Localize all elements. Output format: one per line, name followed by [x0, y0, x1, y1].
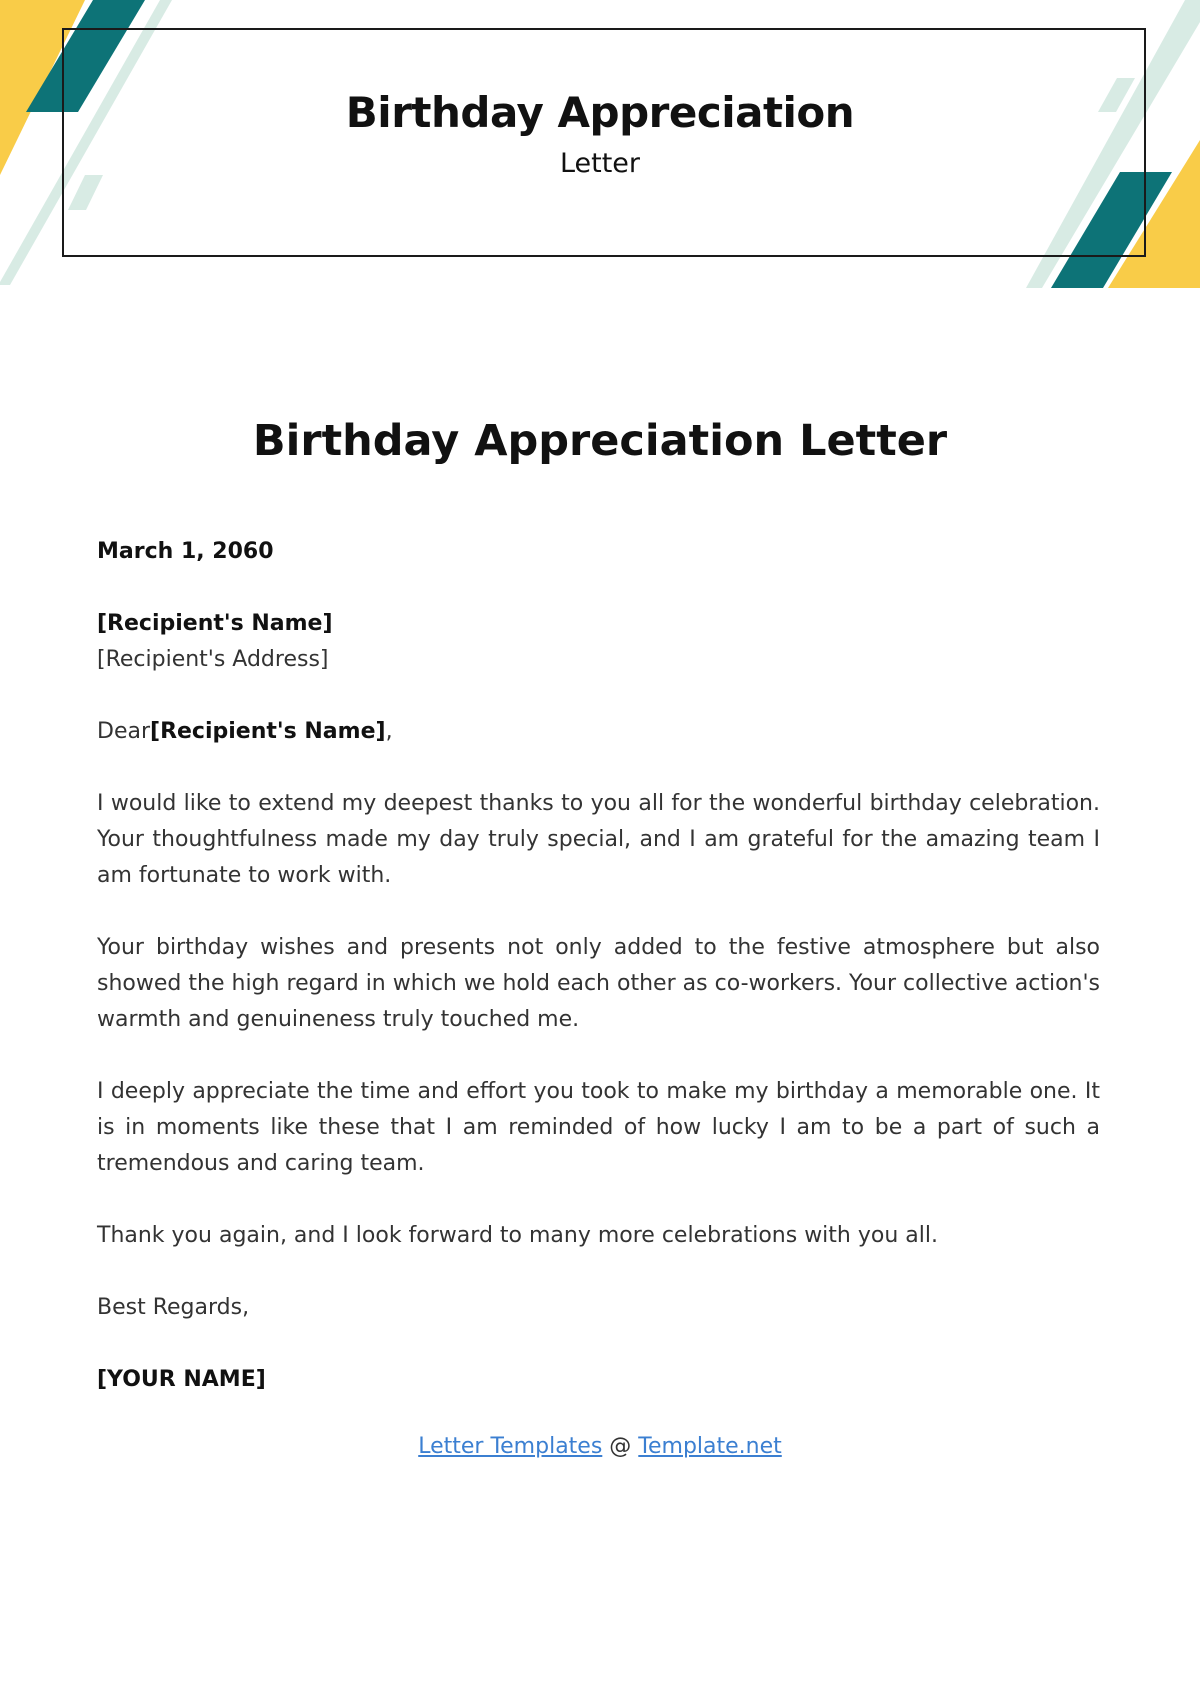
- template-net-link[interactable]: Template.net: [638, 1434, 782, 1459]
- body-paragraph-4: Thank you again, and I look forward to many more celebrations with you all.: [97, 1223, 938, 1248]
- recipient-block: [97, 606, 1100, 678]
- salutation: [97, 714, 1100, 750]
- body-paragraph-1: I would like to extend my deepest thanks to you all for the wonderful birthday celebration. Your thoughtfulness made my day truly special, and I am grateful for the amazing team I am fortunate to work with.: [97, 791, 1100, 888]
- banner-title: Birthday Appreciation: [345, 88, 855, 137]
- body-paragraph-3: I deeply appreciate the time and effort you took to make my birthday a memorable one. It is in moments like these that I am reminded of how lucky I am to be a part of such a tremendous and caring team.: [97, 1079, 1100, 1176]
- salutation-name: [Recipient's Name]: [150, 719, 386, 744]
- header-frame: [62, 28, 1146, 257]
- body-paragraph-2: Your birthday wishes and presents not only added to the festive atmosphere but also showed the high regard in which we hold each other as co-workers. Your collective action's warmth and genuineness truly touched me.: [97, 935, 1100, 1032]
- closing: Best Regards,: [97, 1295, 250, 1320]
- letter-title: Birthday Appreciation Letter: [252, 416, 948, 466]
- footer: [0, 1434, 1200, 1459]
- letter-templates-link[interactable]: Letter Templates: [418, 1434, 603, 1459]
- salutation-prefix: Dear: [97, 719, 151, 744]
- letter-date: March 1, 2060: [97, 539, 274, 564]
- signature: [YOUR NAME]: [97, 1367, 266, 1392]
- recipient-address: [Recipient's Address]: [97, 647, 329, 672]
- recipient-name: [Recipient's Name]: [97, 611, 333, 636]
- salutation-suffix: ,: [385, 719, 393, 744]
- letter-body: [97, 534, 1100, 1398]
- banner-subtitle: Letter: [559, 148, 641, 179]
- footer-separator: @: [602, 1434, 639, 1459]
